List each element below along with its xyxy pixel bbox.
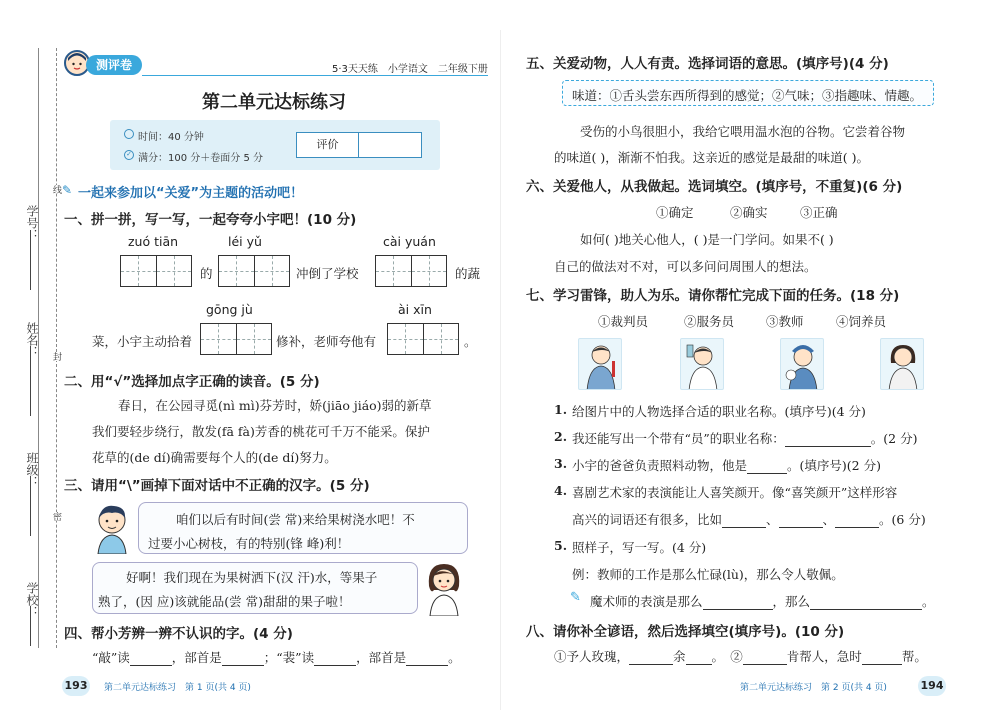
score-text: 满分：100 分＋卷面分 5 分	[138, 153, 263, 164]
blank-s8-3[interactable]	[743, 653, 787, 665]
blank-q2-job[interactable]	[785, 435, 871, 447]
q4-sep-2: 、	[822, 512, 836, 527]
blank-pei-reading[interactable]	[314, 654, 356, 666]
blank-q5-1[interactable]	[703, 598, 773, 610]
blank-q4-word-1[interactable]	[722, 516, 766, 528]
page-title: 第二单元达标练习	[202, 92, 346, 113]
eval-cell[interactable]	[359, 133, 421, 157]
blank-s8-4[interactable]	[862, 653, 902, 665]
s1-text-xiubu: 修补，老师夸他有	[276, 334, 377, 349]
portrait-2-figure[interactable]	[680, 338, 724, 390]
q5-answer-end: 。	[922, 594, 935, 609]
check-icon: ✓	[124, 150, 134, 160]
q4-text-2: 高兴的词语还有很多，比如	[572, 512, 723, 527]
class-label: 班级：	[25, 452, 39, 488]
pinyin-gongju: gōng jù	[206, 302, 253, 317]
s6-option-3: ③正确	[800, 205, 838, 220]
name-line[interactable]	[30, 346, 31, 416]
clock-icon	[124, 129, 134, 139]
job-option-2: ②服务员	[684, 314, 735, 329]
time-text: 时间：40 分钟	[138, 132, 204, 143]
q5-answer-line	[590, 592, 935, 610]
name-label: 姓名：	[25, 322, 39, 358]
q5-number: 5.	[554, 538, 568, 553]
school-label: 学校：	[25, 582, 39, 618]
s8-text-1: ①予人玫瑰，	[554, 649, 630, 664]
s1-text-de: 的	[200, 266, 213, 281]
girl-avatar	[424, 560, 464, 616]
q4-line-1: 喜剧艺术家的表演能让人喜笑颜开。像“喜笑颜开”这样形容	[572, 485, 898, 500]
q2-line	[572, 429, 917, 447]
s2-line-3: 花草的(de dí)确需要每个人的(de dí)努力。	[92, 450, 337, 465]
section-1-title: 一、拼一拼，写一写，一起夸夸小宇吧！(10 分)	[64, 212, 357, 228]
student-number-label: 学号：	[25, 205, 39, 241]
theme-text: 一起来参加以“关爱”为主题的活动吧！	[78, 186, 304, 201]
q3-score: 。(填序号)(2 分)	[787, 458, 881, 473]
q2-text: 我还能写出一个带有“员”的职业名称：	[572, 431, 785, 446]
char-grid-aixin[interactable]	[387, 323, 459, 355]
s2-line-2: 我们要轻步绕行，散发(fā fà)芳香的桃花可千万不能采。保护	[92, 424, 430, 439]
page-number-right: 194	[918, 676, 946, 696]
footer-text-right: 第二单元达标练习 第 2 页(共 4 页)	[740, 683, 887, 693]
section-5-title: 五、关爱动物，人人有责。选择词语的意思。(填序号)(4 分)	[526, 56, 889, 72]
q5-answer-text: 魔术师的表演是那么	[590, 594, 703, 609]
s4-radical-label-2: ，部首是	[356, 650, 407, 665]
s4-qiao-label: “敲”读	[92, 650, 130, 665]
portrait-3-figure[interactable]	[780, 338, 824, 390]
q5-text: 照样子，写一写。(4 分)	[572, 540, 707, 555]
bubble-boy-line-1: 咱们以后有时间(尝 常)来给果树浇水吧！不	[176, 512, 415, 527]
eval-table	[296, 132, 422, 158]
blank-s8-2[interactable]	[686, 653, 712, 665]
school-line[interactable]	[30, 606, 31, 646]
blank-s8-1[interactable]	[629, 653, 673, 665]
footer-text-left: 第二单元达标练习 第 1 页(共 4 页)	[104, 683, 251, 693]
pinyin-aixin: ài xīn	[398, 302, 432, 317]
q4-number: 4.	[554, 483, 568, 498]
q1-text: 给图片中的人物选择合适的职业名称。(填序号)(4 分)	[572, 404, 866, 419]
s1-text-deshu: 的蔬	[455, 266, 481, 281]
s6-line-1: 如何( )地关心他人，( )是一门学问。如果不( )	[580, 232, 834, 247]
job-option-4: ④饲养员	[836, 314, 887, 329]
pencil-icon-2: ✎	[570, 590, 581, 605]
binding-dashed-line	[56, 48, 57, 648]
binding-mark-xian: 线	[51, 185, 61, 194]
blank-q4-word-2[interactable]	[779, 516, 823, 528]
header-rule	[142, 75, 488, 76]
s4-period: 。	[448, 650, 461, 665]
q1-number: 1.	[554, 402, 568, 417]
q5-example: 例：教师的工作是那么忙碌(lù)，那么令人敬佩。	[572, 567, 844, 582]
blank-qiao-reading[interactable]	[130, 654, 172, 666]
s8-line	[554, 647, 927, 665]
class-line[interactable]	[30, 476, 31, 536]
section-2-title: 二、用“√”选择加点字正确的读音。(5 分)	[64, 374, 320, 390]
blank-pei-radical[interactable]	[406, 654, 448, 666]
badge: 测评卷	[86, 55, 142, 75]
portrait-4-figure[interactable]	[880, 338, 924, 390]
q3-text: 小宇的爸爸负责照料动物，他是	[572, 458, 748, 473]
q2-score: 。(2 分)	[870, 431, 918, 446]
face-icon	[66, 52, 88, 74]
s4-radical-label-1: ，部首是	[171, 650, 222, 665]
section-4-title: 四、帮小芳辨一辨不认识的字。(4 分)	[64, 626, 293, 642]
blank-q5-2[interactable]	[810, 598, 922, 610]
blank-q3-answer[interactable]	[747, 462, 787, 474]
s8-text-3: 。 ②	[711, 649, 743, 664]
eval-label: 评价	[297, 133, 359, 157]
q4-score: 。(6 分)	[879, 512, 926, 527]
s1-text-cai: 菜，小宇主动拾着	[92, 334, 193, 349]
blank-qiao-radical[interactable]	[222, 654, 264, 666]
student-number-line[interactable]	[30, 230, 31, 290]
portrait-1-figure[interactable]	[578, 338, 622, 390]
q3-number: 3.	[554, 456, 568, 471]
char-grid-caiyuan[interactable]	[375, 255, 447, 287]
char-grid-leiyu[interactable]	[218, 255, 290, 287]
series-label: 5·3天天练 小学语文 二年级下册	[332, 64, 488, 75]
page-number-left: 193	[62, 676, 90, 696]
section-3-title: 三、请用“\”画掉下面对话中不正确的汉字。(5 分)	[64, 478, 370, 494]
pinyin-zuotian: zuó tiān	[128, 234, 179, 249]
job-option-1: ①裁判员	[598, 314, 649, 329]
pinyin-caiyuan: cài yuán	[383, 234, 436, 249]
binding-mark-mi: 密	[51, 512, 61, 521]
section-8-title: 八、请你补全谚语，然后选择填空(填序号)。(10 分)	[526, 624, 845, 640]
s1-text-period: 。	[464, 334, 477, 349]
char-grid-gongju[interactable]	[200, 323, 272, 355]
bubble-girl-line-1: 好啊！我们现在为果树洒下(汉 汗)水，等果子	[126, 570, 378, 585]
bubble-boy-line-2: 过要小心树枝，有的特别(锋 峰)利！	[148, 536, 350, 551]
s4-pei-label: ；“裴”读	[263, 650, 315, 665]
q4-line-2	[572, 510, 926, 528]
page-fold	[500, 30, 501, 710]
s5-line-1: 受伤的小鸟很胆小，我给它喂用温水泡的谷物。它尝着谷物	[580, 124, 906, 139]
s4-line	[92, 648, 461, 666]
s6-option-1: ①确定	[656, 205, 694, 220]
pencil-icon: ✎	[62, 183, 73, 197]
s1-text-chongdao: 冲倒了学校	[296, 266, 359, 281]
job-option-3: ③教师	[766, 314, 804, 329]
char-grid-zuotian[interactable]	[120, 255, 192, 287]
pinyin-leiyu: léi yǔ	[228, 234, 262, 249]
q4-sep-1: 、	[766, 512, 779, 527]
s6-line-2: 自己的做法对不对，可以多问问周围人的想法。	[554, 259, 817, 274]
s2-line-1: 春日，在公园寻觅(nì mì)芬芳时，娇(jiāo jiáo)弱的新草	[118, 398, 432, 413]
section-6-title: 六、关爱他人，从我做起。选词填空。(填序号，不重复)(6 分)	[526, 179, 903, 195]
q5-answer-mid: ，那么	[772, 594, 811, 609]
boy-avatar	[92, 502, 132, 554]
s8-text-5: 帮。	[901, 649, 927, 664]
q2-number: 2.	[554, 429, 568, 444]
bubble-girl-line-2: 熟了，(因 应)该就能品(尝 常)甜甜的果子啦！	[98, 594, 351, 609]
s8-text-2: 余	[673, 649, 686, 664]
q3-line	[572, 456, 881, 474]
s8-text-4: 肯帮人，急时	[786, 649, 862, 664]
binding-mark-feng: 封	[51, 352, 61, 361]
blank-q4-word-3[interactable]	[835, 516, 879, 528]
section-7-title: 七、学习雷锋，助人为乐。请你帮忙完成下面的任务。(18 分)	[526, 288, 900, 304]
s5-line-2: 的味道( )，渐渐不怕我。这亲近的感觉是最甜的味道( )。	[554, 150, 869, 165]
s6-option-2: ②确实	[730, 205, 768, 220]
definition-text: 味道：①舌头尝东西所得到的感觉；②气味；③指趣味、情趣。	[572, 88, 923, 103]
